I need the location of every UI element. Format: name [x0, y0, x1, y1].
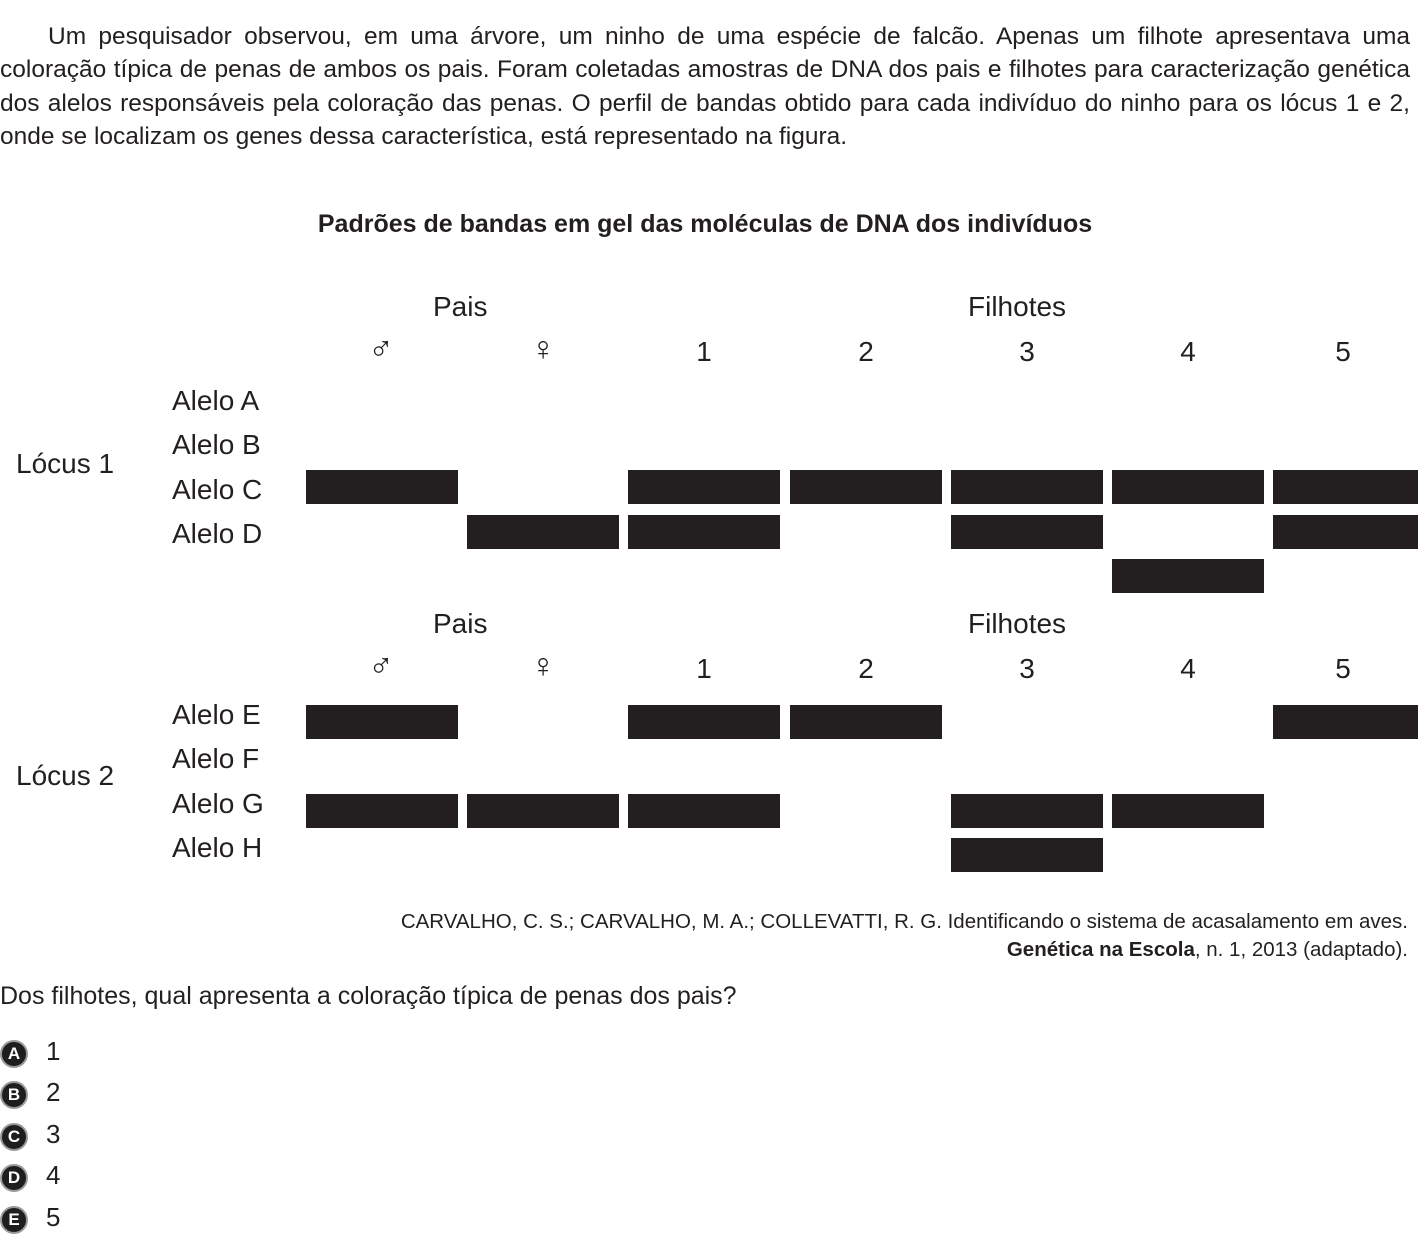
option-letter-badge: C	[0, 1123, 28, 1151]
question-text: Dos filhotes, qual apresenta a coloração típica de penas dos pais?	[0, 982, 737, 1010]
offspring-label: Filhotes	[968, 608, 1067, 639]
source-line-1: CARVALHO, C. S.; CARVALHO, M. A.; COLLEVATTI, R. G. Identificando o sistema de acasalamento em aves.	[400, 910, 1408, 933]
option-value: 5	[46, 1201, 61, 1232]
gel-band	[628, 515, 780, 549]
female-symbol-icon: ♀	[530, 647, 556, 685]
gel-band	[951, 838, 1103, 872]
option-value: 1	[46, 1036, 61, 1066]
option-value: 2	[46, 1077, 61, 1108]
gel-band	[1273, 470, 1418, 504]
gel-band	[628, 470, 780, 504]
gel-band	[951, 515, 1103, 549]
parents-label: Pais	[433, 608, 488, 639]
offspring-number-2: 2	[858, 653, 874, 684]
intro-text: Um pesquisador observou, em uma árvore, um ninho de uma espécie de falcão. Apenas um filhote apresentava uma coloração típica de penas de ambos os pais. Foram coletadas amostras de DNA dos pais e filhotes para caracterização genética dos alelos responsáveis pela coloração das penas. O perfil de bandas obtido para cada indivíduo do ninho para os lócus 1 e 2, onde se localizam os genes dessa característica, está representado na figura.	[0, 23, 1410, 151]
option-b[interactable]	[0, 1077, 200, 1111]
option-c[interactable]	[0, 1119, 200, 1153]
allele-label: Alelo G	[172, 788, 264, 819]
male-symbol-icon: ♂	[368, 647, 394, 685]
option-value: 3	[46, 1118, 61, 1149]
allele-label: Alelo B	[172, 429, 261, 460]
intro-paragraph	[0, 20, 1410, 154]
source-citation	[401, 908, 1408, 964]
gel-band	[790, 470, 942, 504]
male-symbol-icon: ♂	[368, 330, 394, 368]
option-a[interactable]	[0, 1036, 200, 1070]
allele-label: Alelo D	[172, 518, 263, 549]
offspring-label: Filhotes	[968, 291, 1067, 322]
gel-band	[306, 470, 458, 504]
gel-band	[628, 794, 780, 828]
offspring-number-4: 4	[1180, 653, 1196, 684]
allele-label: Alelo A	[172, 385, 260, 416]
female-symbol-icon: ♀	[530, 330, 556, 368]
offspring-number-3: 3	[1019, 336, 1035, 367]
option-letter-badge: A	[0, 1040, 28, 1068]
source-line-2	[401, 936, 1408, 964]
source-journal: Genética na Escola	[1006, 938, 1195, 961]
gel-band	[1112, 559, 1264, 593]
gel-band	[467, 794, 619, 828]
gel-band	[790, 705, 942, 739]
gel-band	[467, 515, 619, 549]
option-letter-badge: E	[0, 1206, 28, 1234]
offspring-number-5: 5	[1335, 336, 1351, 367]
gel-band	[1273, 515, 1418, 549]
offspring-number-1: 1	[696, 653, 712, 684]
option-value: 4	[46, 1160, 61, 1191]
locus-name: Lócus 2	[16, 760, 115, 791]
gel-band	[951, 470, 1103, 504]
option-letter-badge: B	[0, 1081, 28, 1109]
parents-label: Pais	[433, 291, 488, 322]
allele-label: Alelo F	[172, 743, 260, 774]
offspring-number-5: 5	[1335, 653, 1351, 684]
offspring-number-3: 3	[1019, 653, 1035, 684]
offspring-number-2: 2	[858, 336, 874, 367]
allele-label: Alelo E	[172, 699, 261, 730]
gel-band	[306, 794, 458, 828]
locus-name: Lócus 1	[16, 448, 115, 479]
offspring-number-1: 1	[696, 336, 712, 367]
gel-band	[306, 705, 458, 739]
gel-band	[1112, 794, 1264, 828]
gel-band	[1112, 470, 1264, 504]
allele-label: Alelo H	[172, 832, 263, 863]
gel-band	[1273, 705, 1418, 739]
figure-title: Padrões de bandas em gel das moléculas de DNA dos indivíduos	[317, 210, 1093, 238]
gel-band	[628, 705, 780, 739]
option-letter-badge: D	[0, 1164, 28, 1192]
gel-band	[951, 794, 1103, 828]
source-details: , n. 1, 2013 (adaptado).	[1194, 938, 1408, 961]
allele-label: Alelo C	[172, 474, 263, 505]
option-d[interactable]	[0, 1160, 200, 1194]
option-e[interactable]	[0, 1202, 200, 1236]
offspring-number-4: 4	[1180, 336, 1196, 367]
